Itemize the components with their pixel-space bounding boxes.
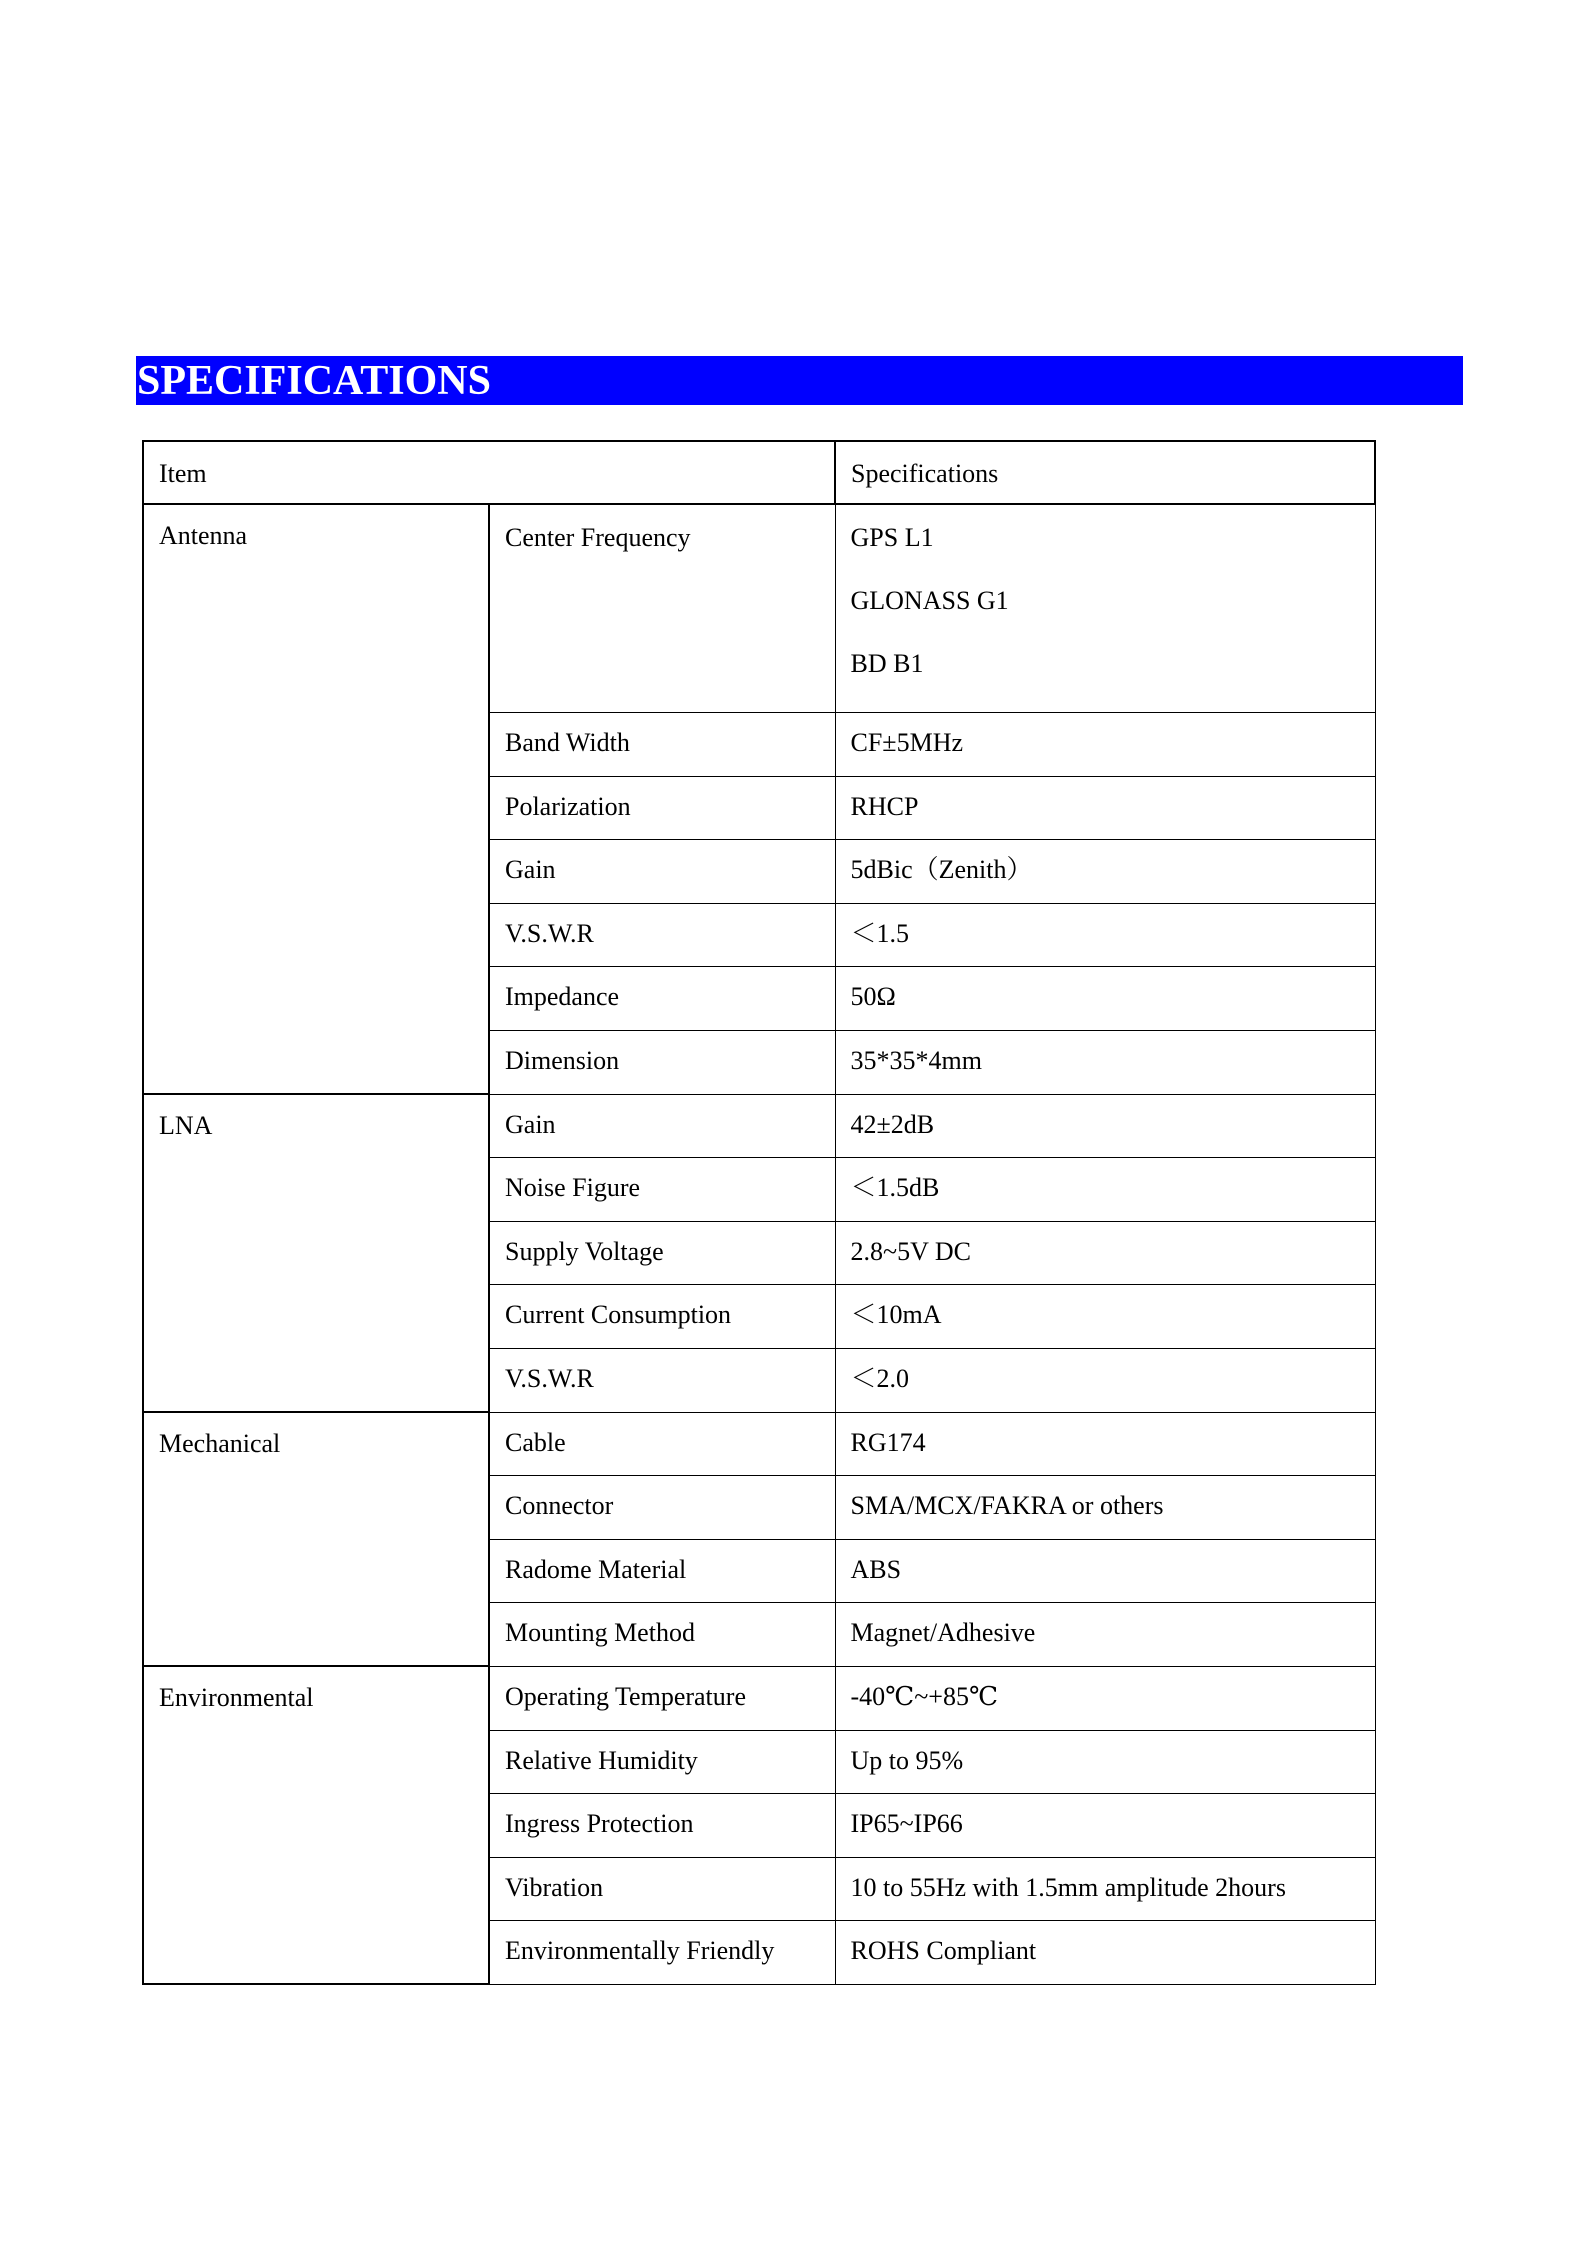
header-specifications: Specifications (835, 441, 1375, 504)
value-operating-temperature: -40℃~+85℃ (835, 1666, 1375, 1730)
value-polarization: RHCP (835, 776, 1375, 840)
param-antenna-gain: Gain (489, 840, 835, 904)
group-lna: LNA (143, 1094, 489, 1412)
value-radome-material: ABS (835, 1539, 1375, 1603)
param-ingress-protection: Ingress Protection (489, 1794, 835, 1858)
param-polarization: Polarization (489, 776, 835, 840)
value-supply-voltage: 2.8~5V DC (835, 1221, 1375, 1285)
param-impedance: Impedance (489, 967, 835, 1031)
value-ingress-protection: IP65~IP66 (835, 1794, 1375, 1858)
section-heading-bar (136, 356, 1463, 405)
value-relative-humidity: Up to 95% (835, 1730, 1375, 1794)
table-row (143, 504, 1375, 713)
param-mounting-method: Mounting Method (489, 1603, 835, 1667)
param-supply-voltage: Supply Voltage (489, 1221, 835, 1285)
param-antenna-vswr: V.S.W.R (489, 903, 835, 967)
table-row (143, 1412, 1375, 1476)
group-mechanical: Mechanical (143, 1412, 489, 1666)
value-center-frequency (835, 504, 1375, 713)
value-dimension: 35*35*4mm (835, 1030, 1375, 1094)
param-band-width: Band Width (489, 713, 835, 777)
value-noise-figure: ＜1.5dB (835, 1158, 1375, 1222)
value-line: GPS L1 (850, 523, 934, 552)
param-vibration: Vibration (489, 1857, 835, 1921)
value-band-width: CF±5MHz (835, 713, 1375, 777)
value-impedance: 50Ω (835, 967, 1375, 1031)
value-connector: SMA/MCX/FAKRA or others (835, 1476, 1375, 1540)
param-center-frequency: Center Frequency (489, 504, 835, 713)
param-connector: Connector (489, 1476, 835, 1540)
group-antenna: Antenna (143, 504, 489, 1094)
param-relative-humidity: Relative Humidity (489, 1730, 835, 1794)
param-radome-material: Radome Material (489, 1539, 835, 1603)
param-operating-temperature: Operating Temperature (489, 1666, 835, 1730)
value-environmentally-friendly: ROHS Compliant (835, 1921, 1375, 1985)
value-vibration: 10 to 55Hz with 1.5mm amplitude 2hours (835, 1857, 1375, 1921)
header-item: Item (143, 441, 835, 504)
value-line: BD B1 (850, 649, 924, 678)
value-antenna-vswr: ＜1.5 (835, 903, 1375, 967)
param-current-consumption: Current Consumption (489, 1285, 835, 1349)
section-heading: SPECIFICATIONS (137, 358, 491, 404)
table-header-row (143, 441, 1375, 504)
value-current-consumption: ＜10mA (835, 1285, 1375, 1349)
value-cable: RG174 (835, 1412, 1375, 1476)
group-environmental: Environmental (143, 1666, 489, 1984)
param-lna-vswr: V.S.W.R (489, 1348, 835, 1412)
table-row (143, 1094, 1375, 1158)
param-environmentally-friendly: Environmentally Friendly (489, 1921, 835, 1985)
value-line: GLONASS G1 (850, 586, 1009, 615)
value-lna-gain: 42±2dB (835, 1094, 1375, 1158)
value-antenna-gain: 5dBic（Zenith） (835, 840, 1375, 904)
table-row (143, 1666, 1375, 1730)
param-noise-figure: Noise Figure (489, 1158, 835, 1222)
specifications-table (142, 440, 1376, 1985)
param-lna-gain: Gain (489, 1094, 835, 1158)
param-dimension: Dimension (489, 1030, 835, 1094)
param-cable: Cable (489, 1412, 835, 1476)
value-lna-vswr: ＜2.0 (835, 1348, 1375, 1412)
value-mounting-method: Magnet/Adhesive (835, 1603, 1375, 1667)
